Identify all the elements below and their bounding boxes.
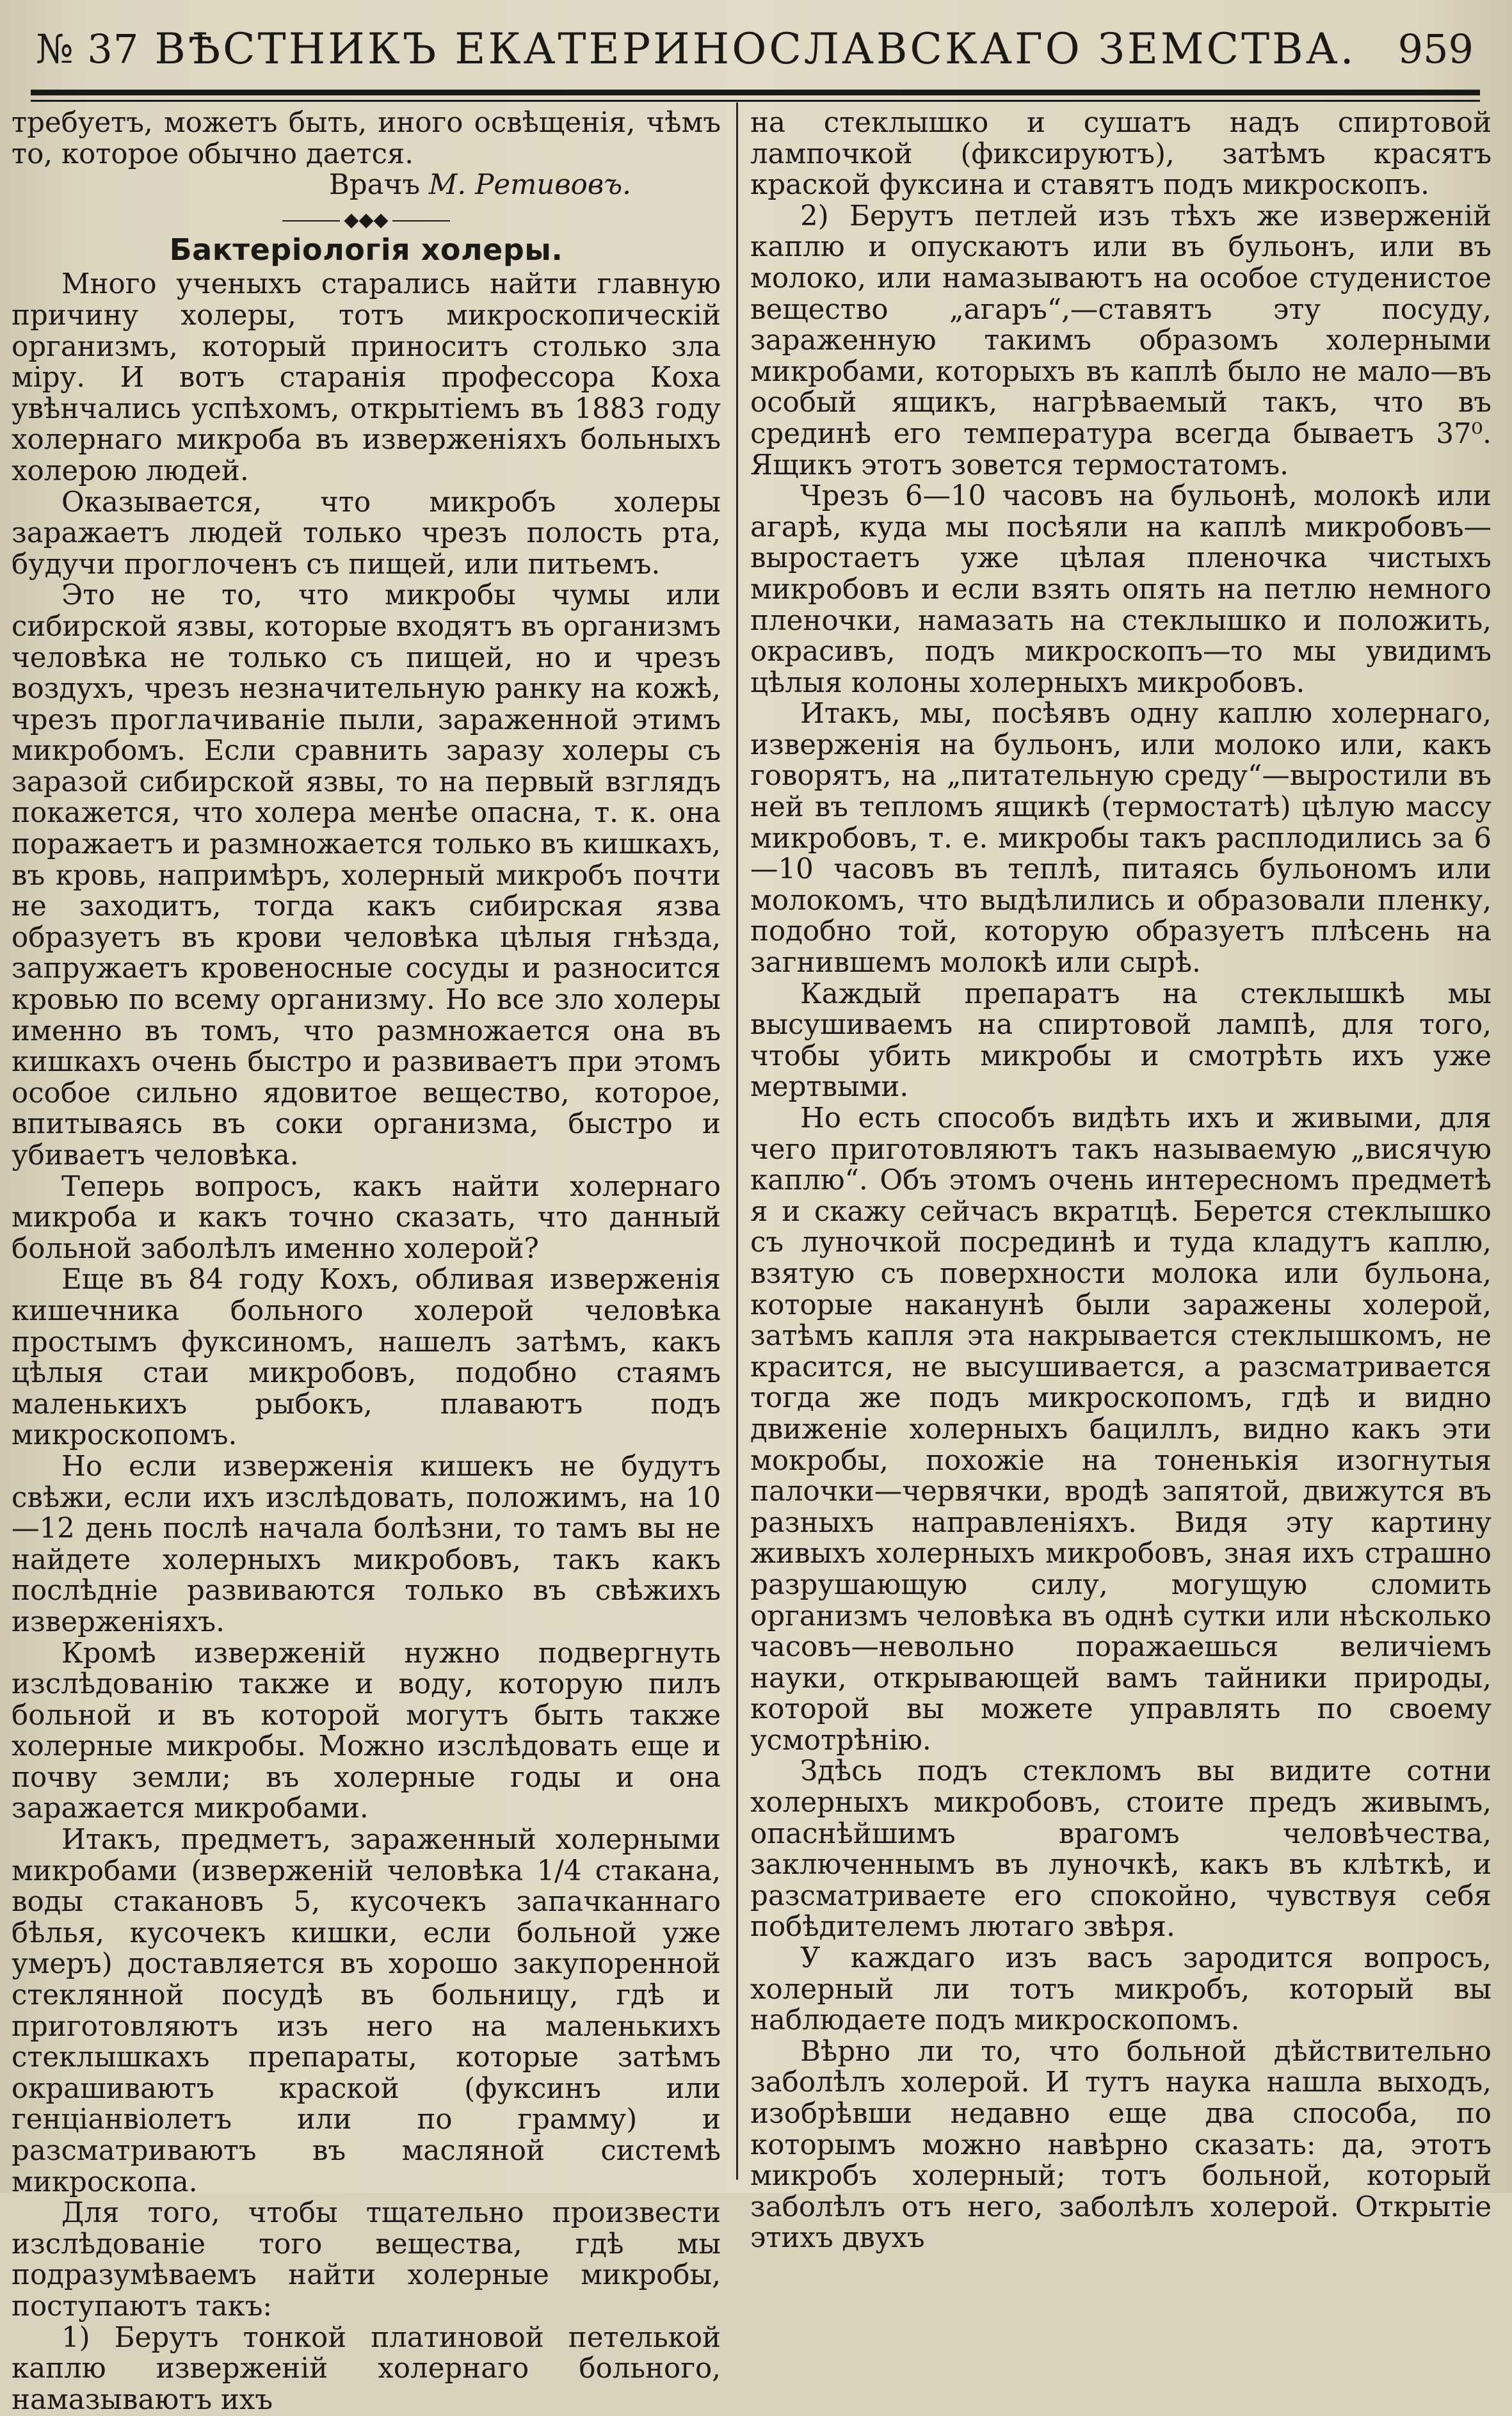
paragraph: Оказывается, что микробъ холеры заражаетъ людей только чрезъ полость рта, будучи проглоченъ съ пищей, или питьемъ. <box>12 486 721 581</box>
paragraph: Но если изверженія кишекъ не будутъ свѣжи, если ихъ изслѣдовать, положимъ, на 10—12 день послѣ начала болѣзни, то тамъ вы не найдете холерныхъ микробовъ, такъ какъ послѣдніе развиваются только въ свѣжихъ изверженіяхъ. <box>12 1450 721 1638</box>
paragraph: Для того, чтобы тщательно произвести изслѣдованіе того вещества, гдѣ мы подразумѣваемъ найти холерные микробы, поступаютъ такъ: <box>12 2197 721 2323</box>
paragraph: 2) Берутъ петлей изъ тѣхъ же изверженій каплю и опускаютъ или въ бульонъ, или въ молоко, или намазываютъ на особое студенистое вещество „агаръ“,—ставятъ эту посуду, зараженную такимъ образомъ холерными микробами, которыхъ въ каплѣ было не мало—въ особый ящикъ, нагрѣваемый такъ, что въ срединѣ его температура всегда бываетъ 37⁰. Ящикъ этотъ зовется термостатомъ. <box>750 200 1492 481</box>
paragraph: Итакъ, мы, посѣявъ одну каплю холернаго, изверженія на бульонъ, или молоко или, какъ говорятъ, на „питательную среду“—выростили въ ней въ тепломъ ящикѣ (термостатѣ) цѣлую массу микробовъ, т. е. микробы такъ расплодились за 6—10 часовъ въ теплѣ, питаясь бульономъ или молокомъ, что выдѣлились и образовали пленку, подобно той, которую образуетъ плѣсень на загнившемъ молокѣ или сырѣ. <box>750 698 1492 979</box>
paragraph: Каждый препаратъ на стеклышкѣ мы высушиваемъ на спиртовой лампѣ, для того, чтобы убить микробы и смотрѣть ихъ уже мертвыми. <box>750 978 1492 1104</box>
issue-number: № 37 <box>36 26 140 72</box>
signature-name: М. Ретивовъ. <box>428 169 631 202</box>
article-heading: Бактеріологія холеры. <box>169 232 563 267</box>
publication-title: ВѢСТНИКЪ ЕКАТЕРИНОСЛАВСКАГО ЗЕМСТВА. <box>154 24 1356 74</box>
paragraph: 1) Берутъ тонкой платиновой петелькой каплю изверженій холернаго больного, намазываютъ ихъ <box>12 2321 721 2416</box>
header-rule-thick <box>31 90 1480 95</box>
page-header <box>31 14 1480 85</box>
ornament-line-left <box>282 220 340 221</box>
paragraph: Но есть способъ видѣть ихъ и живыми, для чего приготовляютъ такъ называемую „висячую каплю“. Объ этомъ очень интересномъ предметѣ я и скажу сейчасъ вкратцѣ. Берется стеклышко съ луночкой посрединѣ и туда кладутъ каплю, взятую съ поверхности молока или бульона, которые наканунѣ были заражены холерой, затѣмъ капля эта накрывается стеклышкомъ, не красится, не высушивается, а разсматривается тогда же подъ микроскопомъ, гдѣ и видно движеніе холерныхъ бациллъ, видно какъ эти мокробы, похожіе на тоненькія изогнутыя палочки—червячки, вродѣ запятой, движутся въ разныхъ направленіяхъ. Видя эту картину живыхъ холерныхъ микробовъ, зная ихъ страшно разрушающую силу, могущую сломить организмъ человѣка въ однѣ сутки или нѣсколько часовъ—невольно поражаешься величіемъ науки, открывающей вамъ тайники природы, которой вы можете управлять по своему усмотрѣнію. <box>750 1102 1492 1757</box>
page-number: 959 <box>1397 26 1474 72</box>
paragraph: Теперь вопросъ, какъ найти холернаго микроба и какъ точно сказать, что данный больной заболѣлъ именно холерой? <box>12 1170 721 1265</box>
paragraph: на стеклышко и сушатъ надъ спиртовой лампочкой (фиксируютъ), затѣмъ красятъ краской фуксина и ставятъ подъ микроскопъ. <box>750 107 1492 202</box>
paragraph: Чрезъ 6—10 часовъ на бульонѣ, молокѣ или агарѣ, куда мы посѣяли на каплѣ микробовъ—выростаетъ уже цѣлая пленочка чистыхъ микробовъ и если взять опять на петлю немного пленочки, намазать на стеклышко и положить, окрасивъ, подъ микроскопъ—то мы увидимъ цѣлыя колоны холерныхъ микробовъ. <box>750 480 1492 699</box>
paragraph: У каждаго изъ васъ зародится вопросъ, холерный ли тотъ микробъ, который вы наблюдаете подъ микроскопомъ. <box>750 1942 1492 2037</box>
paragraph: Итакъ, предметъ, зараженный холерными микробами (изверженій человѣка 1/4 стакана, воды стакановъ 5, кусочекъ запачканнаго бѣлья, кусочекъ кишки, если больной уже умеръ) доставляется въ хорошо закупоренной стеклянной посудѣ въ больницу, гдѣ и приготовляютъ изъ него на маленькихъ стеклышкахъ препараты, которые затѣмъ окрашиваютъ краской (фуксинъ или генціанвіолетъ или по грамму) и разсматриваютъ въ масляной системѣ микроскопа. <box>12 1824 721 2198</box>
intro-paragraph: требуетъ, можетъ быть, иного освѣщенія, чѣмъ то, которое обычно дается. <box>12 107 721 170</box>
author-signature <box>12 170 721 201</box>
section-ornament <box>12 204 721 232</box>
paragraph: Еще въ 84 году Кохъ, обливая изверженія кишечника больного холерой человѣка простымъ фуксиномъ, нашелъ затѣмъ, какъ цѣлыя стаи микробовъ, подобно стаямъ маленькихъ рыбокъ, плаваютъ подъ микроскопомъ. <box>12 1264 721 1452</box>
paragraph: Это не то, что микробы чумы или сибирской язвы, которые входятъ въ организмъ человѣка не только съ пищей, но и чрезъ воздухъ, чрезъ незначительную ранку на кожѣ, чрезъ проглачиваніе пыли, зараженной этимъ микробомъ. Если сравнить заразу холеры съ заразой сибирской язвы, то на первый взглядъ покажется, что холера менѣе опасна, т. к. она поражаетъ и размножается только въ кишкахъ, въ кровь, напримѣръ, холерный микробъ почти не заходитъ, тогда какъ сибирская язва образуетъ въ крови человѣка цѣлыя гнѣзда, запружаетъ кровеносные сосуды и разносится кровью по всему организму. Но все зло холеры именно въ томъ, что размножается она въ кишкахъ очень быстро и развиваетъ при этомъ особое сильно ядовитое вещество, которое, впитываясь въ соки организма, быстро и убиваетъ человѣка. <box>12 579 721 1172</box>
left-column <box>12 108 721 2415</box>
paragraph: Много ученыхъ старались найти главную причину холеры, тотъ микроскопическій организмъ, который приноситъ столько зла міру. И вотъ старанія профессора Коха увѣнчались успѣхомъ, открытіемъ въ 1883 году холернаго микроба въ изверженіяхъ больныхъ холерою людей. <box>12 268 721 487</box>
paragraph: Здѣсь подъ стекломъ вы видите сотни холерныхъ микробовъ, стоите предъ живымъ, опаснѣйшимъ врагомъ человѣчества, заключеннымъ въ луночкѣ, какъ въ клѣткѣ, и разсматриваете его спокойно, чувствуя себя побѣдителемъ лютаго звѣря. <box>750 1755 1492 1944</box>
header-rule-thin <box>31 100 1480 102</box>
paragraph: Кромѣ изверженій нужно подвергнуть изслѣдованію также и воду, которую пилъ больной и въ которой могутъ быть также холерные микробы. Можно изслѣдовать еще и почву земли; въ холерные годы и она заражается микробами. <box>12 1637 721 1825</box>
signature-prefix: Врачъ <box>328 169 421 202</box>
ornament-diamonds-icon: ◆◆◆ <box>344 209 389 232</box>
column-divider <box>736 102 738 2180</box>
ornament-line-right <box>392 220 450 221</box>
paragraph: Вѣрно ли то, что больной дѣйствительно заболѣлъ холерой. И тутъ наука нашла выходъ, изобрѣвши недавно еще два способа, по которымъ можно навѣрно сказать: да, этотъ микробъ холерный; тотъ больной, который заболѣлъ отъ него, заболѣлъ холерой. Открытіе этихъ двухъ <box>750 2035 1492 2255</box>
right-column <box>750 108 1492 2254</box>
